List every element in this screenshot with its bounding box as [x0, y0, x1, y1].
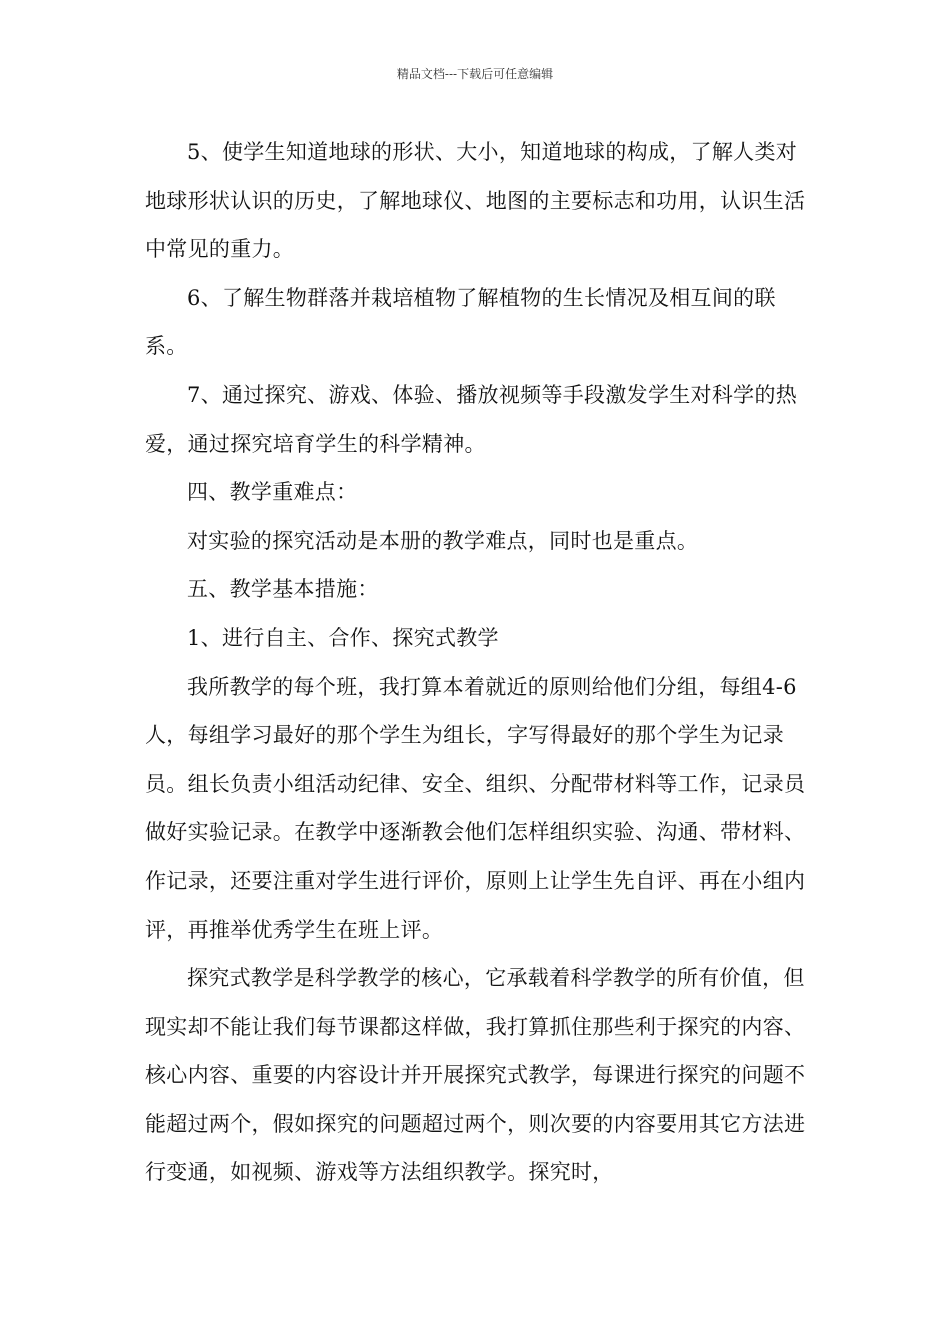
- subheading-measure-1: 1、进行自主、合作、探究式教学: [187, 625, 499, 650]
- paragraph-key-difficulties: 对实验的探究活动是本册的教学难点，同时也是重点。: [187, 528, 699, 553]
- paragraph-inquiry-teaching: 探究式教学是科学教学的核心，它承载着科学教学的所有价值，但现实却不能让我们每节课都这样做，我打算抓住那些利于探究的内容、核心内容、重要的内容设计并开展探究式教学，每课进行探究的问题不能超过两个，假如探究的问题超过两个，则次要的内容要用其它方法进行变通，如视频、游戏等方法组织教学。探究时，: [145, 966, 806, 1185]
- paragraph-objective-7: 7、通过探究、游戏、体验、播放视频等手段激发学生对科学的热爱，通过探究培育学生的科学精神。: [145, 382, 798, 456]
- document-body: [145, 128, 810, 1197]
- section-heading-measures: 五、教学基本措施：: [187, 577, 379, 602]
- paragraph-objective-6: 6、了解生物群落并栽培植物了解植物的生长情况及相互间的联系。: [145, 285, 776, 359]
- page-header: 精品文档---下载后可任意编辑: [396, 67, 554, 81]
- paragraph-grouping: 我所教学的每个班，我打算本着就近的原则给他们分组，每组4-6人，每组学习最好的那个学生为组长，字写得最好的那个学生为记录员。组长负责小组活动纪律、安全、组织、分配带材料等工作，记录员做好实验记录。在教学中逐渐教会他们怎样组织实验、沟通、带材料、作记录，还要注重对学生进行评价，原则上让学生先自评、再在小组内评，再推举优秀学生在班上评。: [145, 674, 806, 942]
- section-heading-key-difficulties: 四、教学重难点：: [187, 480, 358, 505]
- paragraph-objective-5: 5、使学生知道地球的形状、大小，知道地球的构成，了解人类对地球形状认识的历史，了解地球仪、地图的主要标志和功用，认识生活中常见的重力。: [145, 140, 806, 262]
